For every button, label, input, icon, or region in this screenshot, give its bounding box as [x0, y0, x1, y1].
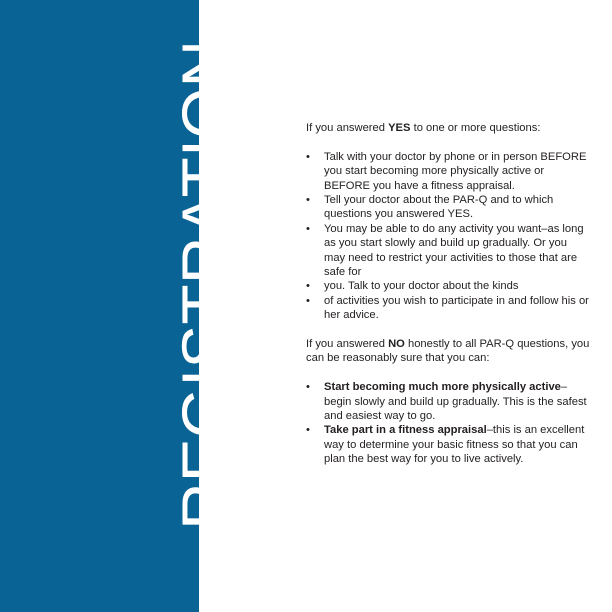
sidebar-banner: [0, 0, 242, 612]
list-item-heading: Start becoming much more physically active: [324, 381, 561, 394]
list-item: • You may be able to do any activity you want–as long as you start slowly and build up gradually. Or you may need to restrict your activities to those that are safe for: [306, 222, 591, 280]
body-content: [306, 121, 591, 467]
no-emphasis: NO: [388, 338, 405, 351]
list-item-heading: Take part in a fitness appraisal: [324, 424, 487, 437]
yes-list: [306, 150, 591, 323]
section-title: REGISTRATION: [168, 39, 242, 530]
list-item: • Tell your doctor about the PAR-Q and to which questions you answered YES.: [306, 193, 591, 222]
list-item: • you. Talk to your doctor about the kinds: [306, 279, 591, 293]
no-list: [306, 380, 591, 466]
yes-intro: If you answered YES to one or more questions:: [306, 122, 541, 134]
yes-emphasis: YES: [388, 122, 411, 134]
no-intro: If you answered NO honestly to all PAR-Q questions, you can be reasonably sure that you can:: [306, 338, 590, 365]
list-item: • Talk with your doctor by phone or in person BEFORE you start becoming more physically active or BEFORE you have a fitness appraisal.: [306, 150, 591, 193]
list-item: • Start becoming much more physically active–begin slowly and build up gradually. This is the safest and easiest way to go.: [306, 380, 591, 423]
list-item: • of activities you wish to participate in and follow his or her advice.: [306, 294, 591, 323]
list-item: • Take part in a fitness appraisal–this is an excellent way to determine your basic fitness so that you can plan the best way for you to live actively.: [306, 423, 591, 466]
